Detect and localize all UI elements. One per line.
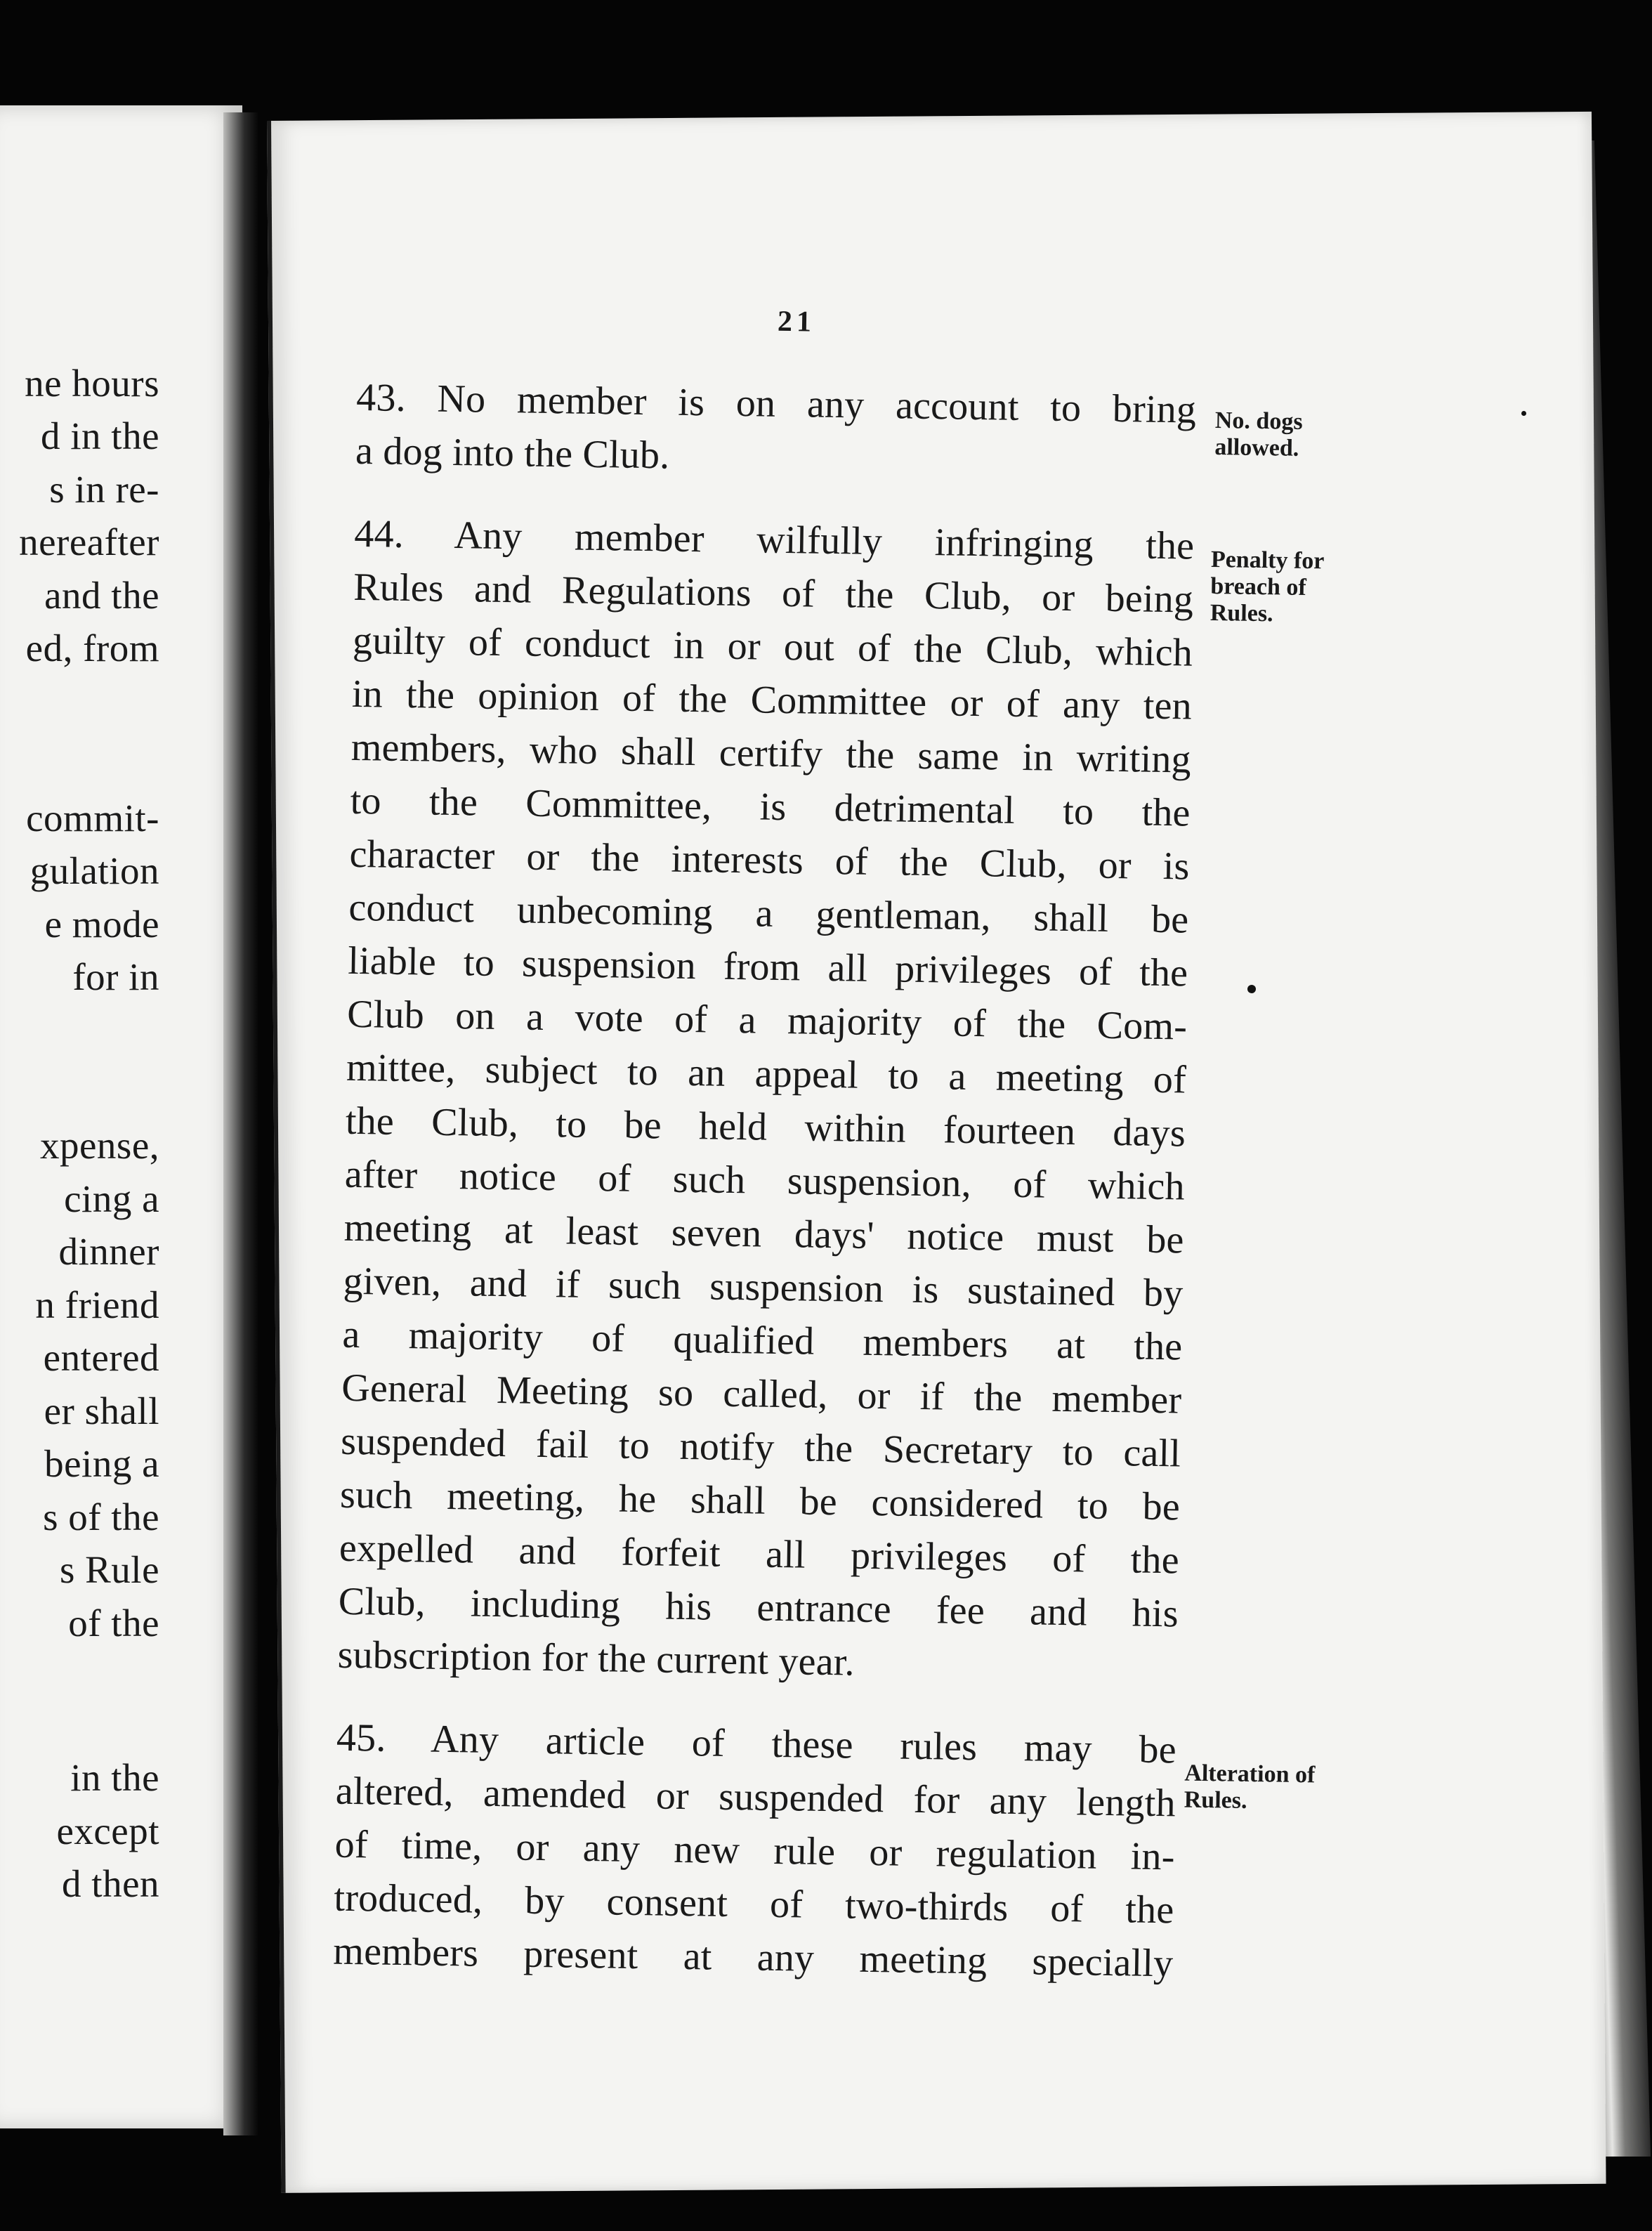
text-line: troduced, by consent of two-thirds of the [334,1876,1174,1932]
margin-note-line: Alteration of [1184,1760,1316,1788]
previous-page-line: n friend [35,1283,159,1326]
text-line: a dog into the Club. [355,428,670,478]
text-line: expelled and forfeit all privileges of the [339,1526,1180,1583]
text-line: 44. Any member wilfully infringing the [353,511,1195,568]
rule-43 [355,371,1197,490]
page-number: 21 [777,305,816,339]
margin-note-penalty [1210,547,1325,628]
text-line: given, and if such suspension is sustained by [343,1259,1184,1316]
text-line: altered, amended or suspended for any length [335,1769,1176,1826]
rules-text [333,371,1197,1990]
text-line: such meeting, he shall be considered to be [339,1472,1181,1529]
previous-page-line: e mode [44,903,159,946]
text-line: Club, including his entrance fee and his [338,1579,1179,1636]
text-line: conduct unbecoming a gentleman, shall be [348,885,1189,942]
margin-note-line: allowed. [1214,434,1299,462]
text-line: members present at any meeting specially [332,1929,1174,1986]
margin-note-alteration [1184,1760,1315,1816]
previous-page-line: nereafter [19,521,159,563]
text-line: members, who shall certify the same in writing [350,725,1192,782]
text-line: liable to suspension from all privileges of the [347,938,1188,995]
previous-page-line: commit- [26,797,159,839]
rule-45 [333,1711,1177,1991]
text-line: Rules and Regulations of the Club, or being [353,565,1194,622]
previous-page-line: ne hours [25,362,159,405]
previous-page-line: ed, from [25,627,159,669]
previous-page-line: s of the [43,1496,159,1538]
previous-page-line: d then [62,1862,159,1905]
previous-page-line: for in [72,955,159,998]
previous-page-line: and the [44,574,159,617]
previous-page-line: xpense, [40,1124,159,1167]
text-line: subscription for the current year. [337,1633,855,1684]
previous-page-line: er shall [44,1389,159,1432]
text-line: 43. No member is on any account to bring [355,375,1197,432]
text-line: meeting at least seven days' notice must be [343,1205,1185,1262]
previous-page-line: dinner [58,1230,159,1273]
previous-page-line: s Rule [59,1548,159,1591]
rule-44 [337,507,1195,1694]
text-line: a majority of qualified members at the [342,1312,1183,1369]
previous-page-line: s in re- [49,468,159,511]
previous-page-line: in the [70,1756,159,1799]
text-line: to the Committee, is detrimental to the [350,778,1191,835]
text-line: 45. Any article of these rules may be [336,1715,1177,1772]
margin-note-line: Rules. [1184,1786,1247,1814]
margin-note-line: No. dogs [1214,407,1303,435]
text-line: the Club, to be held within fourteen days [345,1099,1186,1156]
previous-page-line: entered [43,1336,159,1379]
text-line: guilty of conduct in or out of the Club, which [352,618,1193,675]
text-line: after notice of such suspension, of which [344,1152,1186,1209]
previous-page-line: being a [44,1442,159,1485]
text-line: of time, or any new rule or regulation in- [334,1822,1176,1879]
margin-note-line: Rules. [1210,599,1273,627]
margin-note-line: Penalty for [1210,546,1325,575]
text-line: suspended fail to notify the Secretary to call [340,1419,1181,1476]
text-line: General Meeting so called, or if the member [341,1366,1182,1422]
margin-note-no-dogs [1214,407,1303,462]
previous-page-line: gulation [29,849,159,892]
ink-speck [1521,411,1526,416]
previous-page-line: cing a [64,1177,159,1220]
text-line: Club on a vote of a majority of the Com- [346,992,1188,1049]
ink-speck [1247,985,1256,993]
margin-note-line: breach of [1210,573,1306,601]
text-line: mittee, subject to an appeal to a meeting of [346,1045,1187,1102]
previous-page-line: except [56,1810,159,1852]
previous-page-line: d in the [41,414,159,457]
text-line: character or the interests of the Club, or is [349,832,1190,889]
previous-page-line: of the [68,1602,159,1644]
text-line: in the opinion of the Committee or of any ten [351,672,1193,728]
